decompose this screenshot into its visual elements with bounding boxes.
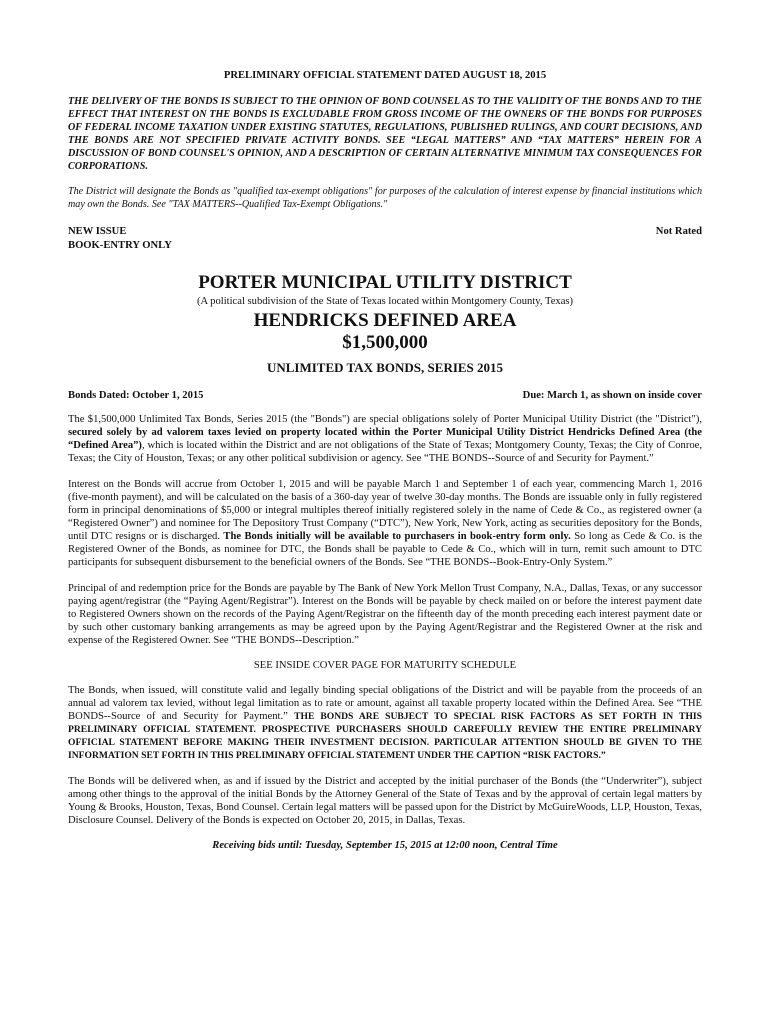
see-inside-cover: SEE INSIDE COVER PAGE FOR MATURITY SCHEDULE [253, 660, 517, 671]
paragraph-delivery: The Bonds will be delivered when, as and if issued by the District and accepted by the initial purchaser of the Bonds (the “Underwriter”), subject among other things to the approval of the initial Bonds by the Attorney General of the State of Texas and by the approval of certain legal matters by Young & Brooks, Houston, Texas, Bond Counsel. Certain legal matters will be passed upon for the District by McGuireWoods, LLP, Houston, Texas, Disclosure Counsel. Delivery of the Bonds is expected on October 20, 2015, in Dallas, Texas. [68, 776, 702, 826]
paragraph-interest-text-a: Interest on the Bonds will accrue from October 1, 2015 and will be payable March 1 and September 1 of each year, commencing March 1, 2016 (five-month payment), and will be calculated on the basis of a 360-day year of twelve 30-day months. The Bonds are issuable only in fully registered form in principal denominations of $5,000 or integral multiples thereof initially registered solely in the name of Cede & Co., as registered owner (a “Registered Owner”) and nominee for The Depository Trust Company (“DTC”), New York, New York, acting as securities depository for the Bonds, until DTC resigns or is discharged. [68, 479, 702, 542]
new-issue-label: NEW ISSUE [68, 226, 127, 237]
paragraph-obligations [68, 684, 702, 762]
district-title: PORTER MUNICIPAL UTILITY DISTRICT [198, 272, 572, 293]
defined-area-title: HENDRICKS DEFINED AREA [253, 310, 517, 331]
preliminary-title: PRELIMINARY OFFICIAL STATEMENT DATED AUGUST 18, 2015 [223, 70, 547, 81]
paragraph-interest-text-c: So long as Cede & Co. is the Registered Owner of the Bonds, as nominee for DTC, the Bonds shall be payable to Cede & Co., which will in turn, remit such amount to DTC participants for subsequent disbursement to the beneficial owners of the Bonds. See “THE BONDS--Book-Entry-Only System.” [68, 531, 703, 568]
paragraph-security-bold: secured solely by ad valorem taxes levied on property located within the Porter Municipal Utility District Hendricks Defined Area (the “Defined Area”) [68, 427, 702, 451]
issue-type [68, 225, 172, 253]
bonds-dated: Bonds Dated: October 1, 2015 [68, 390, 204, 401]
amount-title: $1,500,000 [342, 332, 428, 353]
paragraph-principal: Principal of and redemption price for the Bonds are payable by The Bank of New York Mellon Trust Company, N.A., Dallas, Texas, or any successor paying agent/registrar (the “Paying Agent/Registrar”). Interest on the Bonds will be payable by check mailed on or before the interest payment date to Registered Owners shown on the records of the Paying Agent/Registrar on the fifteenth day of the month preceding each interest payment date or by such other customary banking arrangements as may be agreed upon by the Paying Agent/Registrar and the Registered Owner at the risk and expense of the Registered Owner. See “THE BONDS--Description.” [68, 583, 702, 646]
book-entry-label: BOOK-ENTRY ONLY [68, 240, 172, 251]
dates-row [68, 390, 702, 401]
legal-warning: THE DELIVERY OF THE BONDS IS SUBJECT TO THE OPINION OF BOND COUNSEL AS TO THE VALIDITY OF THE BONDS AND TO THE EFFECT THAT INTEREST ON THE BONDS IS EXCLUDABLE FROM GROSS INCOME OF THE OWNERS OF THE BONDS FOR PURPOSES OF FEDERAL INCOME TAXATION UNDER EXISTING STATUTES, REGULATIONS, PUBLISHED RULINGS, AND COURT DECISIONS, AND THE BONDS ARE NOT SPECIFIED PRIVATE ACTIVITY BONDS. SEE “LEGAL MATTERS” AND “TAX MATTERS” HEREIN FOR A DISCUSSION OF BOND COUNSEL'S OPINION, AND A DESCRIPTION OF CERTAIN ALTERNATIVE MINIMUM TAX CONSEQUENCES FOR CORPORATIONS. [68, 96, 702, 172]
paragraph-interest [68, 478, 702, 569]
paragraph-security [68, 413, 702, 465]
qualified-obligations-note: The District will designate the Bonds as "qualified tax-exempt obligations" for purposes of the calculation of interest expense by financial institutions which may own the Bonds. See "TAX MATTERS--Qualified Tax-Exempt Obligations." [68, 186, 702, 210]
document-page [68, 70, 702, 851]
paragraph-obligations-text-a: The Bonds, when issued, will constitute valid and legally binding special obligations of the District and will be payable from the proceeds of an annual ad valorem tax levied, without legal limitation as to rate or amount, against all taxable property located within the Defined Area. See “THE BONDS--Source of and Security for Payment.” [68, 685, 702, 722]
issue-info-row [68, 225, 702, 253]
series-title: UNLIMITED TAX BONDS, SERIES 2015 [266, 360, 504, 375]
paragraph-security-text-c: , which is located within the District and are not obligations of the State of Texas; Montgomery County, Texas; the City of Conroe, Texas; the City of Houston, Texas; or any other political subdivision or agency. See “THE BONDS--Source of and Security for Payment.” [68, 440, 703, 464]
risk-factors-warning: THE BONDS ARE SUBJECT TO SPECIAL RISK FACTORS AS SET FORTH IN THIS PRELIMINARY OFFICIAL STATEMENT. PROSPECTIVE PURCHASERS SHOULD CAREFULLY REVIEW THE ENTIRE PRELIMINARY OFFICIAL STATEMENT BEFORE MAKING THEIR INVESTMENT DECISION. PARTICULAR ATTENTION SHOULD BE GIVEN TO THE INFORMATION SET FORTH IN THIS PRELIMINARY OFFICIAL STATEMENT UNDER THE CAPTION “RISK FACTORS.” [68, 711, 702, 761]
rating-label: Not Rated [655, 226, 702, 237]
paragraph-interest-bold: The Bonds initially will be available to purchasers in book-entry form only. [223, 531, 571, 542]
bids-deadline: Receiving bids until: Tuesday, September 15, 2015 at 12:00 noon, Central Time [212, 840, 558, 851]
subdivision-subtitle: (A political subdivision of the State of Texas located within Montgomery County, Texas) [196, 296, 574, 307]
paragraph-security-text-a: The $1,500,000 Unlimited Tax Bonds, Series 2015 (the "Bonds") are special obligations solely of Porter Municipal Utility District (the "District"), [68, 414, 702, 425]
due-date: Due: March 1, as shown on inside cover [522, 390, 702, 401]
